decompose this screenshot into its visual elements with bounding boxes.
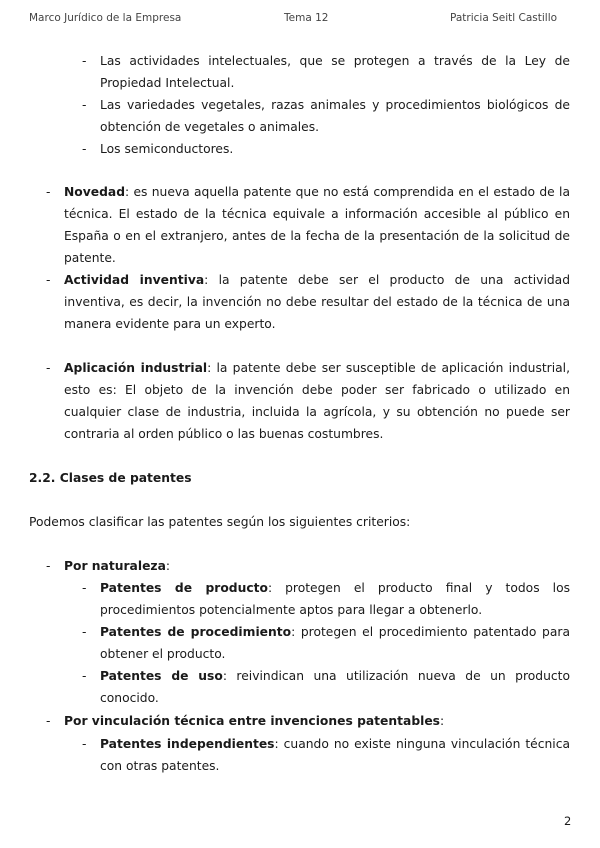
requirement-term: Novedad: [64, 185, 125, 199]
section-heading: 2.2. Clases de patentes: [29, 471, 192, 485]
requirement-actividad-inventiva: [64, 269, 570, 335]
bullet-dash: -: [82, 54, 87, 68]
bullet-dash: -: [46, 559, 51, 573]
list-item-exclusion: Las variedades vegetales, razas animales y procedimientos biológicos de obtención de vegetales o animales.: [100, 98, 570, 134]
list-item-patent-type: [100, 733, 570, 777]
requirement-term: Actividad inventiva: [64, 273, 205, 287]
patent-type-text: : protegen el producto final y todos los procedimientos potencialmente aptos para llegar a obtenerlo.: [100, 581, 570, 617]
requirement-aplicacion-industrial: [64, 357, 570, 445]
criterion-colon: :: [440, 714, 445, 728]
criterion-vinculacion: [64, 710, 570, 732]
patent-type-text: : reivindican una utilización nueva de un producto conocido.: [100, 669, 570, 705]
requirement-text: : la patente debe ser el producto de una actividad inventiva, es decir, la invención no debe resultar del estado de la técnica de una manera evidente para un experto.: [64, 273, 571, 331]
header-course-title: Marco Jurídico de la Empresa: [29, 12, 182, 24]
criterion-naturaleza: [64, 555, 570, 577]
list-item-exclusion: Los semiconductores.: [100, 142, 234, 156]
list-item-patent-type: [100, 577, 570, 621]
patent-type-text: : protegen el procedimiento patentado para obtener el producto.: [100, 625, 570, 661]
patent-type-term: Patentes independientes: [100, 737, 275, 751]
requirement-novedad: [64, 181, 570, 269]
criterion-colon: :: [165, 559, 171, 573]
page-number: 2: [564, 814, 572, 828]
patent-type-text: : cuando no existe ninguna vinculación técnica con otras patentes.: [100, 737, 570, 773]
patent-type-term: Patentes de uso: [100, 669, 223, 683]
list-item-patent-type: [100, 621, 570, 665]
patent-type-term: Patentes de producto: [100, 581, 268, 595]
header-author: Patricia Seitl Castillo: [450, 12, 558, 24]
bullet-dash: -: [82, 737, 87, 751]
bullet-dash: -: [82, 669, 87, 683]
bullet-dash: -: [46, 714, 51, 728]
criterion-title: Por naturaleza: [64, 559, 166, 573]
bullet-dash: -: [46, 361, 51, 375]
bullet-dash: -: [82, 142, 87, 156]
section-intro: Podemos clasificar las patentes según los siguientes criterios:: [29, 515, 411, 529]
bullet-dash: -: [82, 581, 87, 595]
list-item-exclusion: Las actividades intelectuales, que se protegen a través de la Ley de Propiedad Intelectual.: [100, 54, 570, 90]
criterion-title: Por vinculación técnica entre invenciones patentables: [64, 714, 440, 728]
bullet-dash: -: [46, 185, 51, 199]
bullet-dash: -: [46, 273, 51, 287]
patent-type-term: Patentes de procedimiento: [100, 625, 292, 639]
list-item-patent-type: [100, 665, 570, 709]
requirement-term: Aplicación industrial: [64, 361, 208, 375]
bullet-dash: -: [82, 625, 87, 639]
requirement-text: : la patente debe ser susceptible de aplicación industrial, esto es: El objeto de la invención debe poder ser fabricado o utilizado en cualquier clase de industria, incluida la agrícola, y su obtención no puede ser contraria al orden público o las buenas costumbres.: [64, 361, 571, 441]
bullet-dash: -: [82, 98, 87, 112]
header-topic: Tema 12: [284, 12, 329, 24]
requirement-text: : es nueva aquella patente que no está comprendida en el estado de la técnica. El estado de la técnica equivale a información accesible al público en España o en el extranjero, antes de la fecha de la presentación de la solicitud de patente.: [64, 185, 570, 265]
